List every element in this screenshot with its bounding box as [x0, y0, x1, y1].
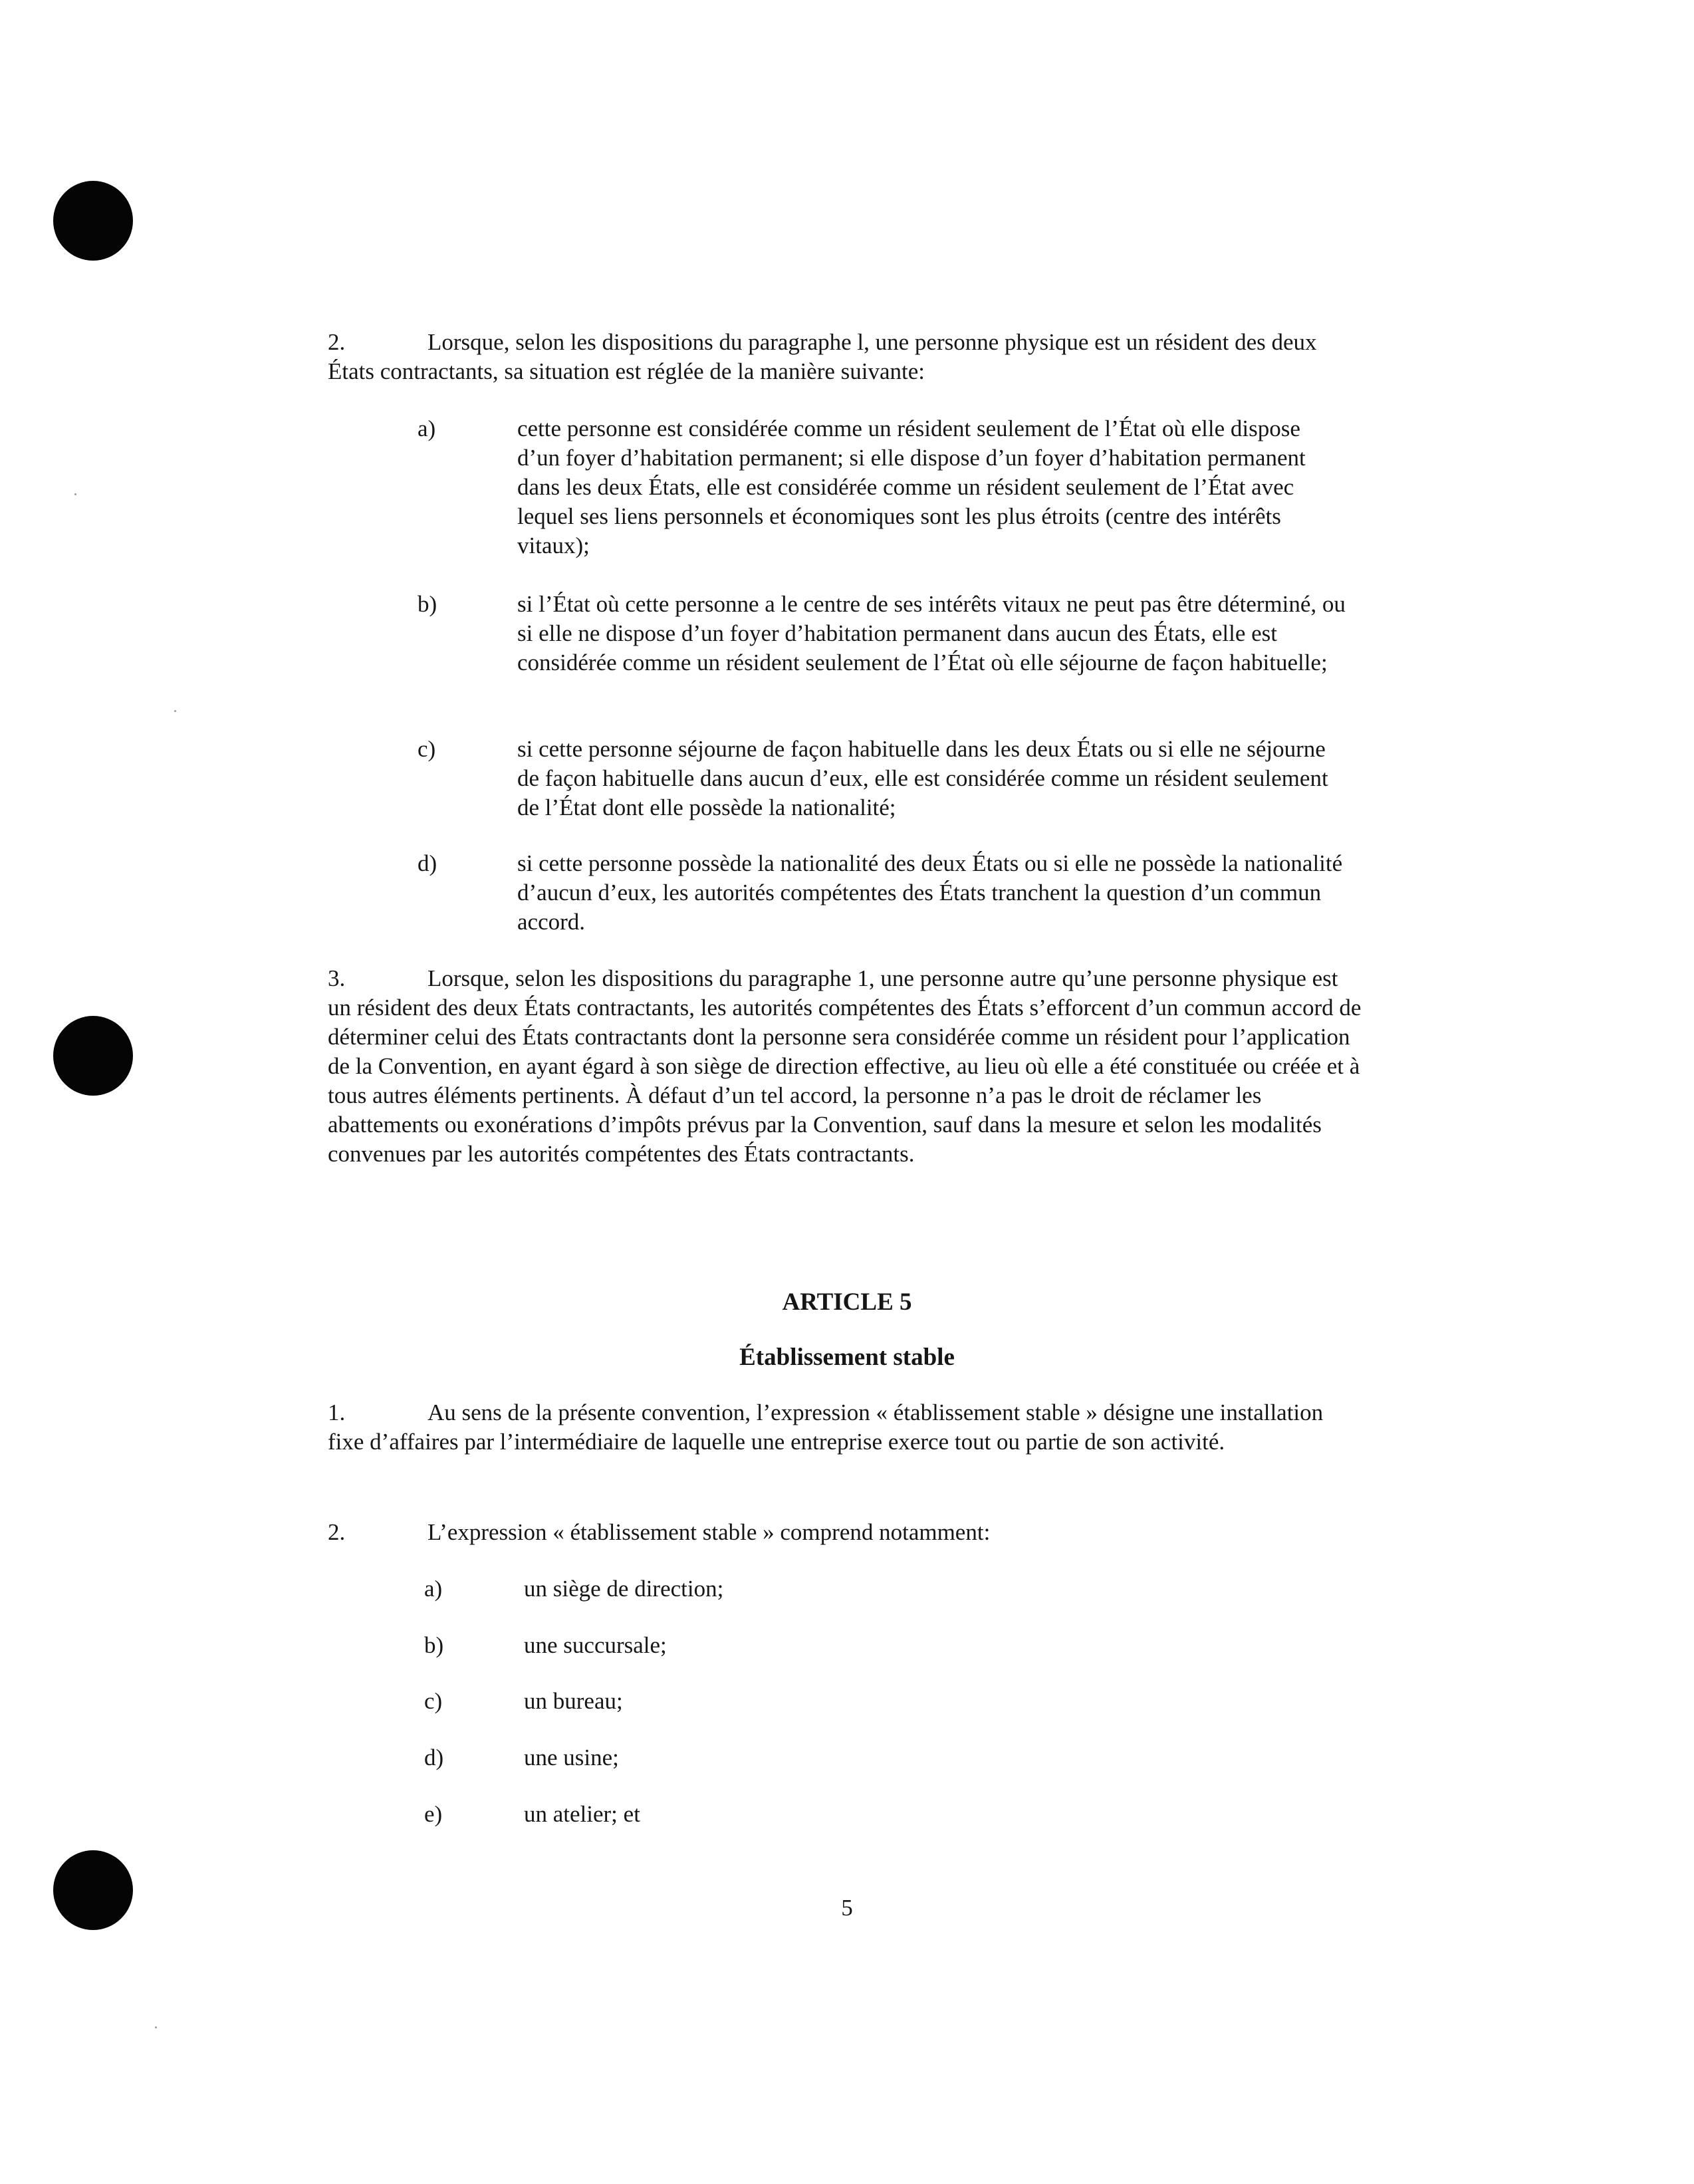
list-item-text: une succursale;	[524, 1632, 667, 1658]
paragraph-art4-2	[328, 328, 1365, 386]
paragraph-text: Lorsque, selon les dispositions du paragraphe 1, une personne autre qu’une personne physique est un résident des deux États contractants, les autorités compétentes des États s’efforcent d’un commun accord de déterminer celui des États contractants dont la personne sera considérée comme un résident pour l’application de la Convention, en ayant égard à son siège de direction effective, au lieu où elle a été constituée ou créée et à tous autres éléments pertinents. À défaut d’un tel accord, la personne n’a pas le droit de réclamer les abattements ou exonérations d’impôts prévus par la Convention, sauf dans la mesure et selon les modalités convenues par les autorités compétentes des États contractants.	[328, 965, 1362, 1167]
scan-speck	[74, 493, 76, 495]
article-heading: ARTICLE 5	[782, 1288, 912, 1316]
paragraph-art5-1	[328, 1398, 1365, 1457]
list-item-text: si l’État où cette personne a le centre de ses intérêts vitaux ne peut pas être déterminé, ou si elle ne dispose d’un foyer d’habitation permanent dans aucun des États, elle est considérée comme un résident seulement de l’État où elle séjourne de façon habituelle;	[517, 591, 1346, 675]
list-item-label: e)	[424, 1801, 443, 1827]
paragraph-number: 1.	[328, 1399, 346, 1425]
scan-speck	[174, 710, 176, 712]
list-item-text: une usine;	[524, 1745, 619, 1770]
paragraph-number: 3.	[328, 965, 346, 991]
list-item-label: a)	[418, 416, 436, 441]
list-item-text: un siège de direction;	[524, 1576, 724, 1602]
list-item-label: c)	[418, 736, 436, 762]
punch-hole	[53, 181, 133, 261]
paragraph-text: Lorsque, selon les dispositions du paragraphe l, une personne physique est un résident des deux États contractants, sa situation est réglée de la manière suivante:	[328, 329, 1317, 384]
page-number: 5	[841, 1895, 853, 1921]
list-item-label: d)	[424, 1745, 444, 1770]
paragraph-number: 2.	[328, 329, 346, 355]
paragraph-text: L’expression « établissement stable » comprend notamment:	[427, 1519, 991, 1545]
paragraph-art5-2	[328, 1518, 1365, 1547]
article-subheading: Établissement stable	[739, 1344, 955, 1371]
list-item-text: un atelier; et	[524, 1801, 640, 1827]
list-item-text: cette personne est considérée comme un résident seulement de l’État où elle dispose d’un foyer d’habitation permanent; si elle dispose d’un foyer d’habitation permanent dans les deux États, elle est considérée comme un résident seulement de l’État avec lequel ses liens personnels et économiques sont les plus étroits (centre des intérêts vitaux);	[517, 416, 1306, 558]
list-item-label: c)	[424, 1688, 443, 1714]
list-item-label: d)	[418, 850, 437, 876]
list-item-text: si cette personne possède la nationalité des deux États ou si elle ne possède la nationalité d’aucun d’eux, les autorités compétentes des États tranchent la question d’un commun accord.	[517, 850, 1343, 935]
paragraph-text: Au sens de la présente convention, l’expression « établissement stable » désigne une installation fixe d’affaires par l’intermédiaire de laquelle une entreprise exerce tout ou partie de son activité.	[328, 1399, 1324, 1455]
paragraph-number: 2.	[328, 1519, 346, 1545]
list-item-label: a)	[424, 1576, 443, 1602]
list-item-text: un bureau;	[524, 1688, 623, 1714]
scan-speck	[155, 2026, 157, 2028]
paragraph-art4-3	[328, 964, 1365, 1169]
list-item-text: si cette personne séjourne de façon habituelle dans les deux États ou si elle ne séjourne de façon habituelle dans aucun d’eux, elle est considérée comme un résident seulement de l’État dont elle possède la nationalité;	[517, 736, 1328, 820]
list-item-label: b)	[424, 1632, 444, 1658]
list-item-label: b)	[418, 591, 437, 617]
punch-hole	[53, 1016, 133, 1096]
